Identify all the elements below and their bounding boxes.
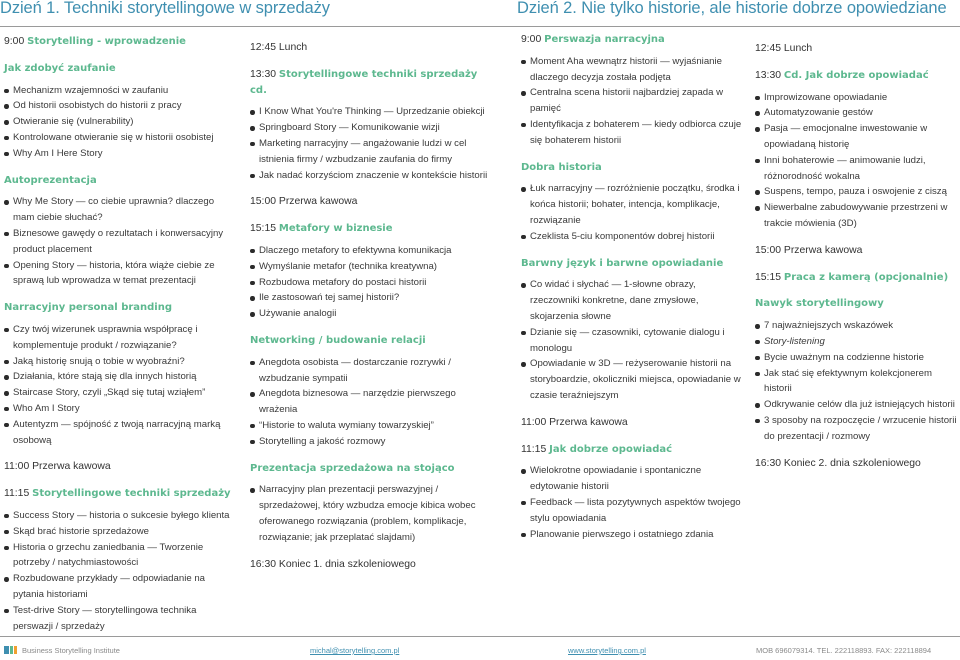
topic-list	[755, 318, 958, 444]
topic-item: Success Story — historia o sukcesie byłego klienta	[4, 508, 236, 524]
agenda-block	[250, 557, 490, 573]
footer-company: Business Storytelling Institute	[22, 646, 120, 655]
agenda-block	[755, 456, 958, 472]
topic-item: “Historie to waluta wymiany towarzyskiej”	[250, 418, 490, 434]
topic-item: Czeklista 5-ciu komponentów dobrej historii	[521, 229, 746, 245]
topic-item: Opowiadanie w 3D — reżyserowanie historii na storyboardzie, okoliczniki miejsca, opowiadanie w czasie teraźniejszym	[521, 356, 746, 403]
topic-item: Why Am I Here Story	[4, 146, 236, 162]
time-label: 16:30 Koniec 1. dnia szkoleniowego	[250, 558, 416, 570]
topic-item: Historia o grzechu zaniedbania — Tworzenie potrzeby / natychmiastowości	[4, 540, 236, 572]
topic-list	[250, 482, 490, 545]
time-label: 15:00 Przerwa kawowa	[755, 244, 863, 256]
topic-item: Jak nadać korzyściom znaczenie w kontekście historii	[250, 168, 490, 184]
topic-list	[521, 181, 746, 244]
agenda-time	[521, 442, 746, 458]
agenda-block	[4, 486, 236, 634]
topic-list	[521, 54, 746, 149]
section-heading: Storytellingowe techniki sprzedaży cd.	[250, 68, 478, 96]
topic-list	[250, 104, 490, 183]
topic-item: Pasja — emocjonalne inwestowanie w opowiadaną historię	[755, 121, 958, 153]
topic-list	[4, 508, 236, 634]
agenda-block	[521, 256, 746, 404]
agenda-block	[755, 296, 958, 444]
topic-list	[250, 355, 490, 450]
agenda-time	[4, 486, 236, 502]
agenda-block	[521, 32, 746, 149]
footer-divider	[0, 636, 960, 637]
section-heading: Prezentacja sprzedażowa na stojąco	[250, 462, 455, 474]
topic-item: Jak stać się efektywnym kolekcjonerem historii	[755, 366, 958, 398]
footer-contact: MOB 696079314. TEL. 222118893. FAX: 222118894	[756, 646, 932, 655]
topic-list	[4, 83, 236, 162]
agenda-block	[4, 34, 236, 50]
topic-item: Test-drive Story — storytellingowa technika perswazji / sprzedaży	[4, 603, 236, 635]
agenda-block	[755, 68, 958, 232]
topic-item: Mechanizm wzajemności w zaufaniu	[4, 83, 236, 99]
topic-item: Niewerbalne zabudowywanie przestrzeni w trakcie mówienia (3D)	[755, 200, 958, 232]
agenda-time	[755, 41, 958, 57]
agenda-time	[250, 194, 490, 210]
topic-item: Wielokrotne opowiadanie i spontaniczne edytowanie historii	[521, 463, 746, 495]
topic-item: Who Am I Story	[4, 401, 236, 417]
agenda-time	[250, 557, 490, 573]
topic-item: Springboard Story — Komunikowanie wizji	[250, 120, 490, 136]
topic-item: Narracyjny plan prezentacji perswazyjnej / sprzedażowej, który wzbudza emocje kibica wobec oferowanego rozwiązania (problem, komplikacje, rozwiązanie; jak przeplatać slajdami)	[250, 482, 490, 545]
topic-list	[250, 243, 490, 322]
topic-item: Łuk narracyjny — rozróżnienie początku, środka i końca historii; bohater, intencja, komplikacje, rozwiązanie	[521, 181, 746, 228]
footer-website-link[interactable]: www.storytelling.com.pl	[568, 646, 646, 655]
agenda-block	[250, 40, 490, 56]
agenda-block	[250, 221, 490, 322]
section-heading: Autoprezentacja	[4, 174, 97, 186]
agenda-block	[250, 461, 490, 546]
agenda-block	[755, 270, 958, 286]
time-label: 15:15	[250, 223, 277, 235]
time-label: 11:15	[4, 488, 30, 500]
agenda-block	[755, 41, 958, 57]
agenda-time	[250, 67, 490, 99]
topic-item: Rozbudowa metafory do postaci historii	[250, 275, 490, 291]
topic-item: Opening Story — historia, która wiąże ciebie ze sprawą lub wprowadza w temat prezentacji	[4, 258, 236, 290]
section-heading: Praca z kamerą (opcjonalnie)	[783, 271, 949, 283]
section-heading: Jak dobrze opowiadać	[549, 443, 673, 455]
footer-email-link[interactable]: michal@storytelling.com.pl	[310, 646, 400, 655]
logo-icon	[4, 645, 17, 655]
column-day2-morning	[521, 32, 746, 542]
topic-item: Wymyślanie metafor (technika kreatywna)	[250, 259, 490, 275]
time-label: 15:00 Przerwa kawowa	[250, 196, 358, 208]
topic-item: Feedback — lista pozytywnych aspektów twojego stylu opowiadania	[521, 495, 746, 527]
topic-item: Storytelling a jakość rozmowy	[250, 434, 490, 450]
topic-item: Planowanie pierwszego i ostatniego zdania	[521, 527, 746, 543]
agenda-block	[4, 61, 236, 162]
topic-item: Story-listening	[755, 334, 958, 350]
topic-list	[4, 322, 236, 448]
agenda-block	[4, 459, 236, 475]
topic-item: Używanie analogii	[250, 306, 490, 322]
agenda-block	[521, 160, 746, 245]
topic-item: Moment Aha wewnątrz historii — wyjaśnianie dlaczego decyzja została podjęta	[521, 54, 746, 86]
topic-item: 3 sposoby na rozpoczęcie / wrzucenie historii do prezentacji / rozmowy	[755, 413, 958, 445]
column-day1-morning	[4, 34, 236, 634]
agenda-time	[755, 68, 958, 84]
topic-item: Staircase Story, czyli „Skąd się tutaj wziąłem”	[4, 385, 236, 401]
topic-item: Identyfikacja z bohaterem — kiedy odbiorca czuje się bohaterem historii	[521, 117, 746, 149]
time-label: 11:15	[521, 443, 547, 455]
topic-item: Biznesowe gawędy o rezultatach i konwersacyjny product placement	[4, 226, 236, 258]
topic-list	[4, 194, 236, 289]
topic-item: Czy twój wizerunek usprawnia współpracę i komplementuje produkt / rozwiązanie?	[4, 322, 236, 354]
agenda-block	[4, 173, 236, 290]
topic-item: Bycie uważnym na codzienne historie	[755, 350, 958, 366]
column-day1-afternoon	[250, 40, 490, 572]
topic-item: Kontrolowane otwieranie się w historii osobistej	[4, 130, 236, 146]
section-heading: Barwny język i barwne opowiadanie	[521, 257, 724, 269]
section-heading: Metafory w biznesie	[278, 223, 393, 235]
agenda-block	[250, 333, 490, 450]
section-heading: Cd. Jak dobrze opowiadać	[783, 69, 929, 81]
topic-item: Działania, które stają się dla innych historią	[4, 369, 236, 385]
time-label: 13:30	[755, 69, 782, 81]
agenda-time	[755, 456, 958, 472]
day1-title: Dzień 1. Techniki storytellingowe w sprzedaży	[0, 0, 330, 17]
topic-item: Otwieranie się (vulnerability)	[4, 114, 236, 130]
agenda-block	[250, 194, 490, 210]
topic-item: Anegdota osobista — dostarczanie rozrywki / wzbudzanie sympatii	[250, 355, 490, 387]
agenda-block	[755, 243, 958, 259]
topic-item: Rozbudowane przykłady — odpowiadanie na pytania historiami	[4, 571, 236, 603]
topic-list	[521, 463, 746, 542]
section-heading: Narracyjny personal branding	[4, 302, 173, 314]
time-label: 9:00	[521, 34, 542, 45]
time-label: 11:00 Przerwa kawowa	[4, 461, 111, 473]
section-heading: Perswazja narracyjna	[544, 34, 665, 45]
topic-item: Skąd brać historie sprzedażowe	[4, 524, 236, 540]
topic-item: Co widać i słychać — 1-słowne obrazy, rzeczowniki konkretne, dane zmysłowe, skojarzenia słowne	[521, 277, 746, 324]
agenda-time	[755, 270, 958, 286]
agenda-block	[521, 442, 746, 543]
time-label: 9:00	[4, 36, 25, 47]
topic-item: Dlaczego metafory to efektywna komunikacja	[250, 243, 490, 259]
column-day2-afternoon	[755, 41, 958, 471]
section-heading: Dobra historia	[521, 161, 602, 173]
time-label: 12:45 Lunch	[755, 43, 813, 54]
agenda-time	[4, 459, 236, 475]
time-label: 12:45 Lunch	[250, 42, 308, 53]
agenda-block	[250, 67, 490, 184]
section-heading: Storytellingowe techniki sprzedaży	[32, 488, 231, 500]
time-label: 16:30 Koniec 2. dnia szkoleniowego	[755, 457, 921, 469]
topic-item: Jaką historię snują o tobie w wyobraźni?	[4, 354, 236, 370]
day2-title: Dzień 2. Nie tylko historie, ale historie dobrze opowiedziane	[517, 0, 947, 17]
section-heading: Storytelling - wprowadzenie	[27, 36, 186, 47]
topic-item: I Know What You're Thinking — Uprzedzanie obiekcji	[250, 104, 490, 120]
agenda-time	[755, 243, 958, 259]
topic-item: Improwizowane opowiadanie	[755, 90, 958, 106]
topic-list	[521, 277, 746, 403]
topic-item: Why Me Story — co ciebie uprawnia? dlaczego mam ciebie słuchać?	[4, 194, 236, 226]
topic-item: Autentyzm — spójność z twoją narracyjną marką osobową	[4, 417, 236, 449]
topic-item: Marketing narracyjny — angażowanie ludzi w cel istnienia firmy / wzbudzanie zaufania do firmy	[250, 136, 490, 168]
agenda-time	[4, 34, 236, 50]
topic-item: Suspens, tempo, pauza i oswojenie z ciszą	[755, 184, 958, 200]
time-label: 11:00 Przerwa kawowa	[521, 416, 628, 428]
topic-item: 7 najważniejszych wskazówek	[755, 318, 958, 334]
agenda-block	[4, 300, 236, 448]
time-label: 13:30	[250, 68, 277, 80]
section-heading: Jak zdobyć zaufanie	[4, 62, 116, 74]
topic-item: Centralna scena historii najbardziej zapada w pamięć	[521, 85, 746, 117]
topic-item: Odkrywanie celów dla już istniejących historii	[755, 397, 958, 413]
topic-item: Automatyzowanie gestów	[755, 105, 958, 121]
topic-item: Ile zastosowań tej samej historii?	[250, 290, 490, 306]
agenda-time	[521, 32, 746, 48]
agenda-block	[521, 415, 746, 431]
time-label: 15:15	[755, 271, 782, 283]
agenda-time	[250, 221, 490, 237]
topic-item: Anegdota biznesowa — narzędzie pierwszego wrażenia	[250, 386, 490, 418]
section-heading: Networking / budowanie relacji	[250, 334, 426, 346]
topic-item: Dzianie się — czasowniki, cytowanie dialogu i monologu	[521, 325, 746, 357]
header-divider	[0, 26, 960, 27]
topic-list	[755, 90, 958, 232]
topic-item: Od historii osobistych do historii z pracy	[4, 98, 236, 114]
section-heading: Nawyk storytellingowy	[755, 298, 884, 310]
topic-item: Inni bohaterowie — animowanie ludzi, różnorodność wokalna	[755, 153, 958, 185]
agenda-time	[521, 415, 746, 431]
agenda-time	[250, 40, 490, 56]
